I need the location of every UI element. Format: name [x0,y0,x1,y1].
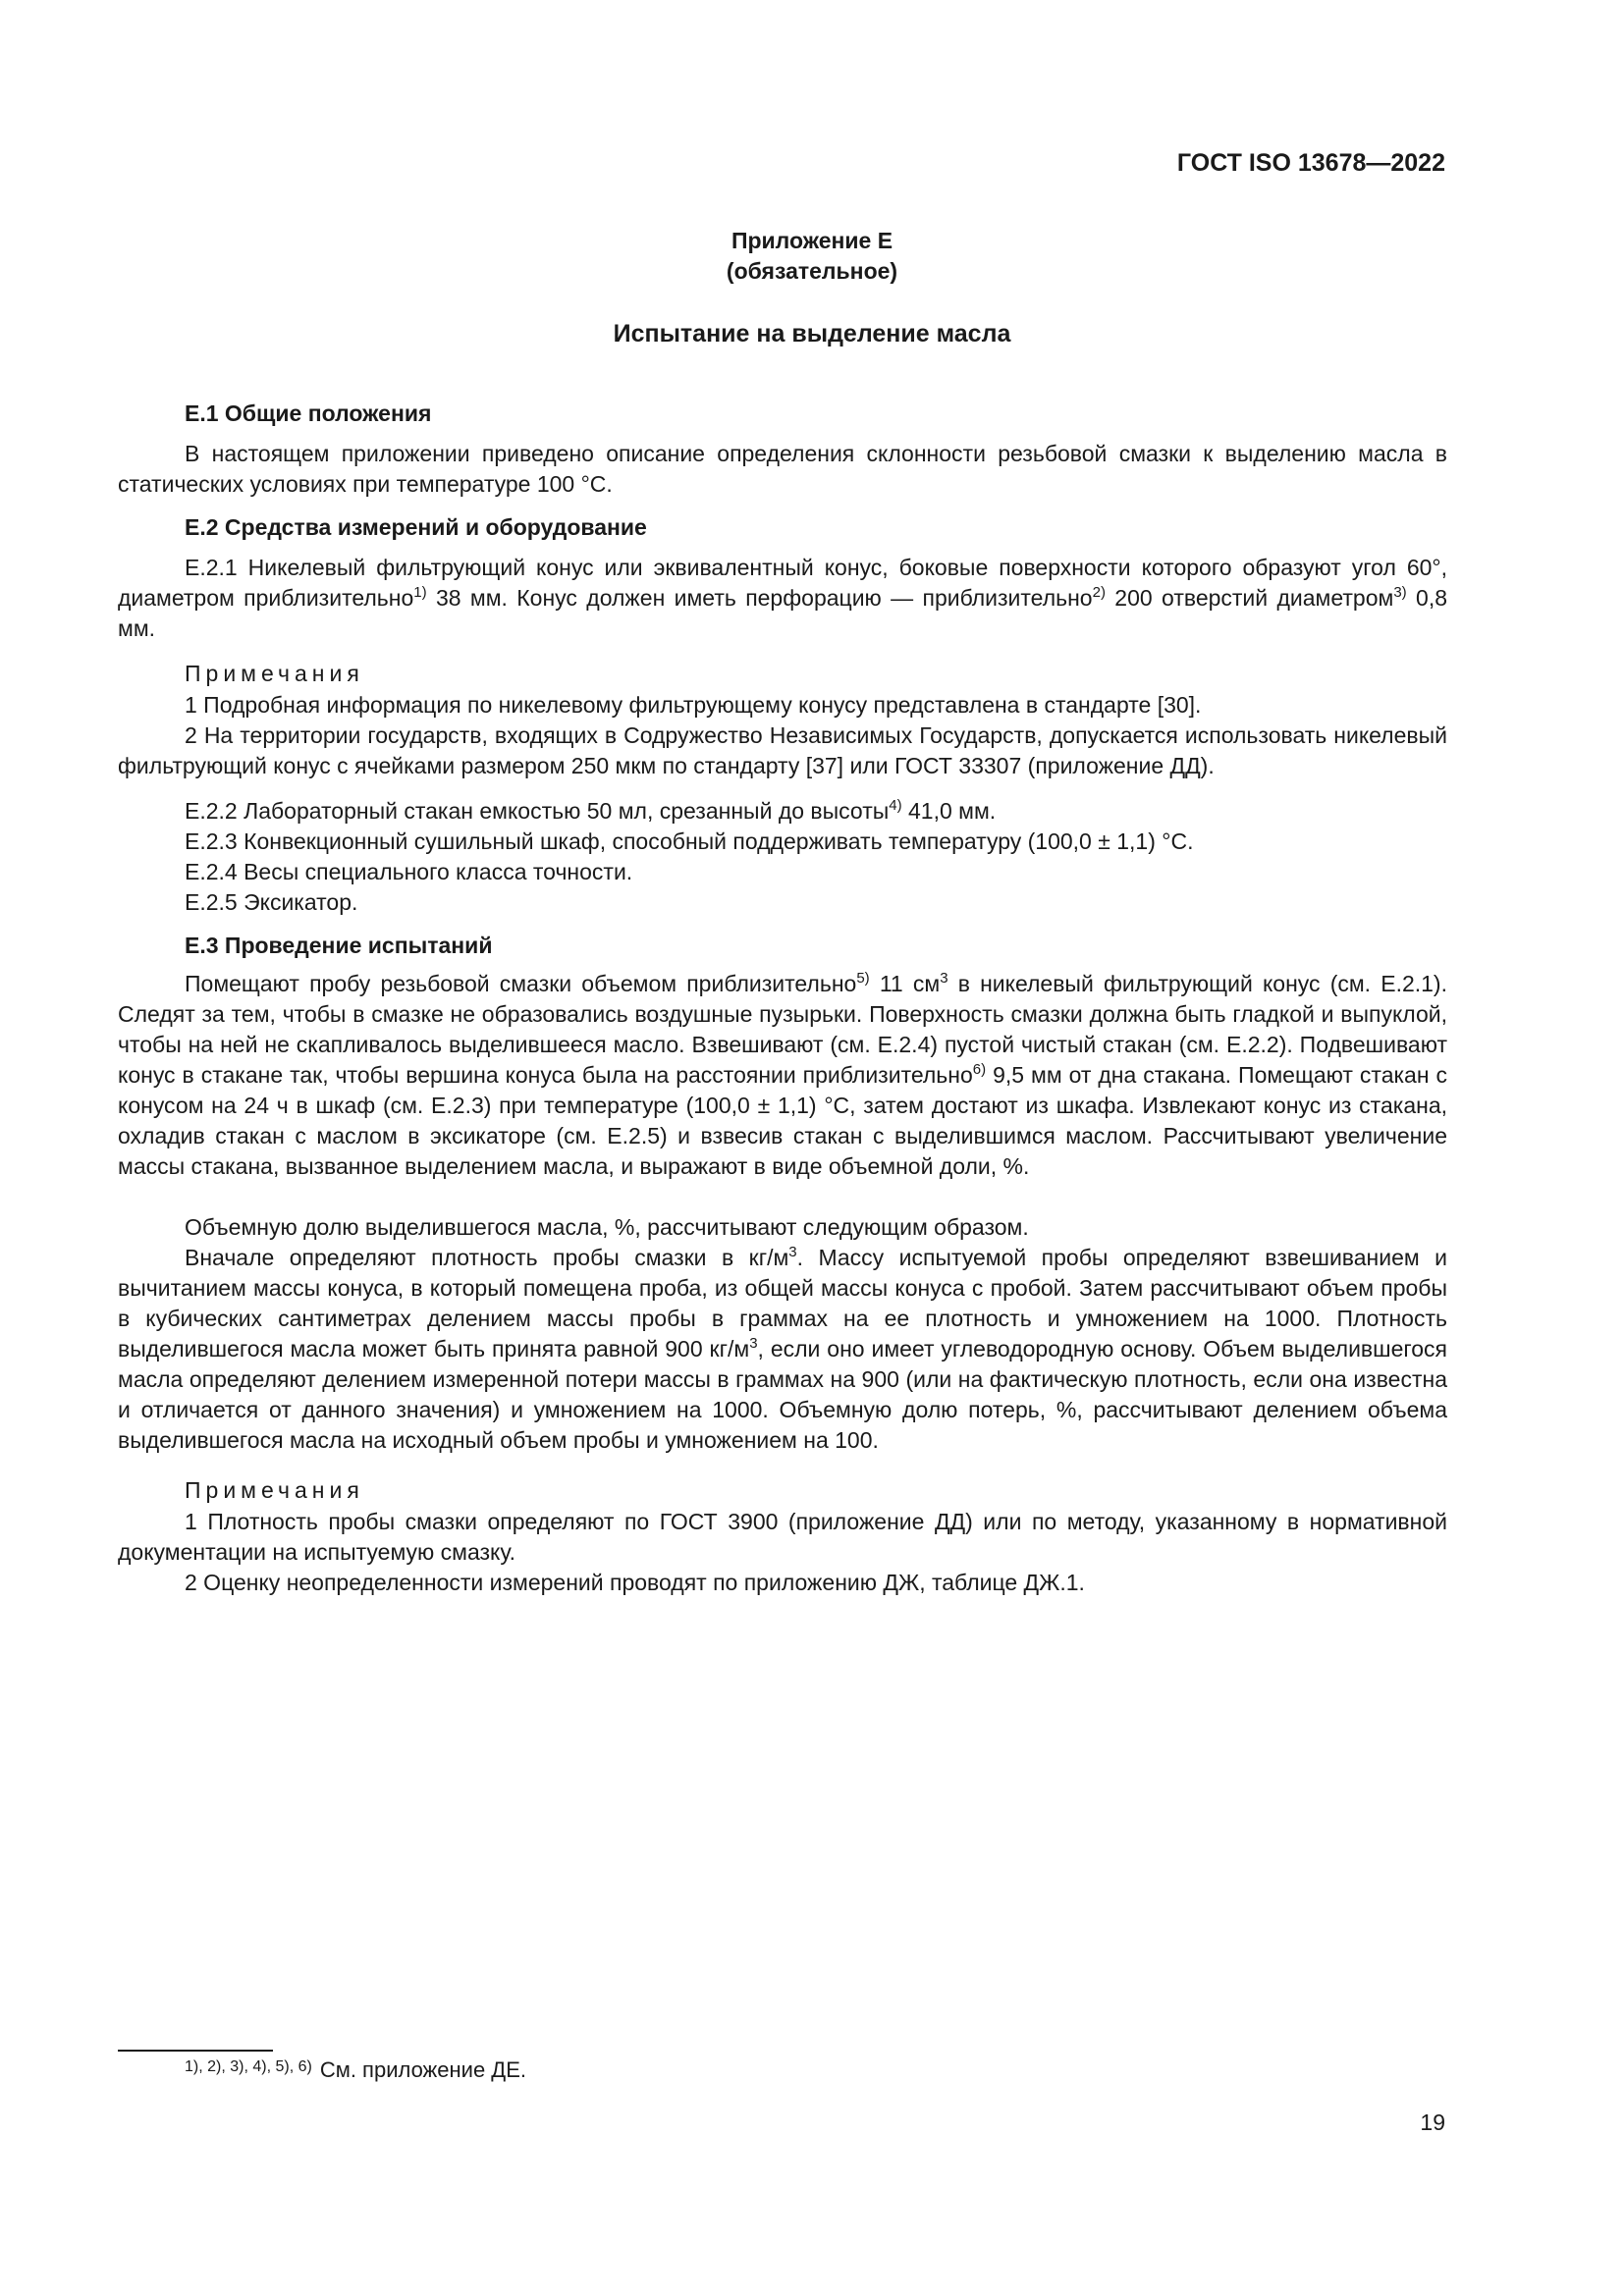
section-heading-e1: Е.1 Общие положения [185,400,432,426]
annex-name: Испытание на выделение масла [613,320,1011,347]
footnote-marks: 1), 2), 3), 4), 5), 6) [185,2058,312,2075]
footnote [185,2057,526,2083]
e3-note-2: 2 Оценку неопределенности измерений проводят по приложению ДЖ, таблице ДЖ.1. [185,1570,1085,1595]
e21-text-b: 38 мм. Конус должен иметь перфорацию — приблизительно [426,585,1093,611]
e21-text-c: 200 отверстий диаметром [1105,585,1394,611]
e2-note-1: 1 Подробная информация по никелевому фильтрующему конусу представлена в стандарте [30]. [185,692,1202,718]
footnote-ref-4: 4) [889,797,902,814]
annex-title: Приложение Е [731,228,893,253]
e3-paragraph-1 [118,969,1447,1182]
e22-text-b: 41,0 мм. [901,798,997,824]
notes-title-e2: Примечания [185,661,364,686]
e24-item: Е.2.4 Весы специального класса точности. [185,859,633,884]
footnote-ref-6: 6) [972,1061,987,1078]
e3-p1-text-d: 9,5 мм от дна стакана. Помещают стакан с конусом на 24 ч в шкаф (см. Е.2.3) при температуре (100,0 ± 1,1) °С, затем достают из шкафа. Извлекают конус из стакана, охладив стакан с маслом в эксикаторе (см. Е.2.5) и взвесив стакан с выделившимся маслом. Рассчитывают увеличение массы стакана, вызванное выделением масла, и выражают в виде объемной доли, %. [118,1062,1448,1179]
e3-p1-text-c: в никелевый фильтрующий конус (см. Е.2.1). Следят за тем, чтобы в смазке не образовались воздушные пузырьки. Поверхность смазки должна быть гладкой и выпуклой, чтобы на ней не скапливалось выделившееся масло. Взвешивают (см. Е.2.4) пустой чистый стакан (см. Е.2.2). Подвешивают конус в стакане так, чтобы вершина конуса была на расстоянии приблизительно [118,971,1447,1088]
e3-p1-text-a: Помещают пробу резьбовой смазки объемом приблизительно [185,971,857,996]
e22-text-a: Е.2.2 Лабораторный стакан емкостью 50 мл, срезанный до высоты [185,798,890,824]
e3-p3-text-a: Вначале определяют плотность пробы смазки в кг/м [185,1245,789,1270]
footnote-ref-3: 3) [1393,584,1407,601]
e3-p3-text-b: . Массу испытуемой пробы определяют взвешиванием и вычитанием массы конуса, в который помещена проба, из общей массы конуса с пробой. Затем рассчитывают объем пробы в кубических сантиметрах делением массы пробы в граммах на ее плотность и умножением на 1000. Плотность выделившегося масла может быть принята равной 900 кг/м [118,1245,1447,1362]
e3-paragraph-2: Объемную долю выделившегося масла, %, рассчитывают следующим образом. [185,1214,1029,1240]
e22-item [185,796,996,827]
e21-text-d: 0,8 мм. [118,585,1447,641]
e2-note-2: 2 На территории государств, входящих в Содружество Независимых Государств, допускается использовать никелевый фильтрующий конус с ячейками размером 250 мкм по стандарту [37] или ГОСТ 33307 (приложение ДД). [118,722,1447,778]
standard-designation: ГОСТ ISO 13678—2022 [1176,149,1445,177]
e3-p1-text-b: 11 см [869,971,941,996]
footnote-text: См. приложение ДЕ. [319,2057,526,2082]
section-heading-e2: Е.2 Средства измерений и оборудование [185,514,647,540]
superscript-cube: 3 [788,1244,797,1260]
e21-text-a: Е.2.1 Никелевый фильтрующий конус или эквивалентный конус, боковые поверхности которого образуют угол 60°, диаметром приблизительно [118,555,1447,611]
superscript-cube: 3 [940,970,948,987]
footnote-ref-2: 2) [1092,584,1106,601]
e1-paragraph: В настоящем приложении приведено описание определения склонности резьбовой смазки к выделению масла в статических условиях при температуре 100 °С. [118,441,1447,497]
footnote-ref-5: 5) [856,970,870,987]
e23-item: Е.2.3 Конвекционный сушильный шкаф, способный поддерживать температуру (100,0 ± 1,1) °С. [185,828,1194,854]
e3-note-1: 1 Плотность пробы смазки определяют по ГОСТ 3900 (приложение ДД) или по методу, указанному в нормативной документации на испытуемую смазку. [118,1509,1447,1565]
e21-paragraph [118,553,1447,644]
e3-p3-text-c: , если оно имеет углеводородную основу. Объем выделившегося масла определяют делением измеренной потери массы в граммах на 900 (или на фактическую плотность, если она известна и отличается от данного значения) и умножением на 1000. Объемную долю потерь, %, рассчитывают делением объема выделившегося масла на исходный объем пробы и умножением на 100. [118,1336,1448,1453]
footnote-separator [118,2050,273,2052]
notes-title-e3: Примечания [185,1477,364,1503]
annex-status: (обязательное) [726,258,898,284]
page-number: 19 [1420,2109,1445,2135]
section-heading-e3: Е.3 Проведение испытаний [185,933,493,958]
e3-paragraph-3 [118,1243,1447,1456]
superscript-cube: 3 [749,1335,758,1352]
footnote-ref-1: 1) [413,584,427,601]
e25-item: Е.2.5 Эксикатор. [185,889,358,915]
